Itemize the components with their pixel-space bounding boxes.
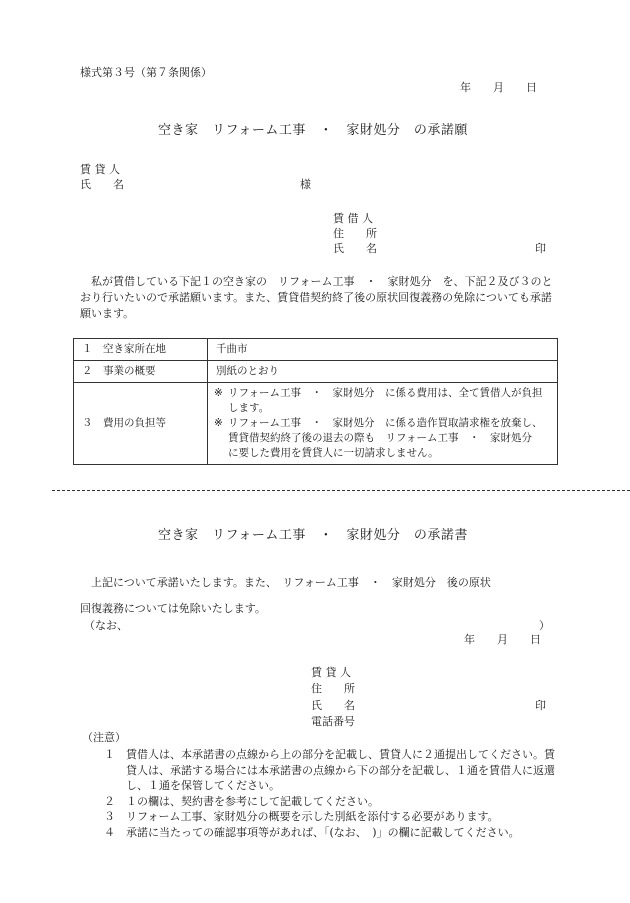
lessor-label: 賃 貸 人: [80, 163, 120, 176]
cost-notes: [208, 383, 558, 465]
note-text: リフォーム工事、家財処分の概要を示した別紙を添付する必要があります。: [126, 810, 499, 823]
approval-date: 年 月 日: [464, 633, 541, 646]
list-item: [104, 809, 556, 825]
note-text: １の欄は、契約書を参考にして記載してください。: [126, 794, 379, 808]
lessee-label: 賃 借 人: [333, 212, 373, 225]
approval-phone-label: 電話番号: [311, 715, 355, 728]
row-value: 千曲市: [208, 339, 558, 361]
note-text: 賃借人は、本承諾書の点線から上の部分を記載し、賃貸人に２通提出してください。賃貸人は、承諾する場合には本承諾書の点線から下の部分を記載し、１通を賃借人に返還し、１通を保管してください。: [126, 748, 555, 792]
notes-heading: （注意）: [82, 731, 126, 744]
lessor-name-label: 氏 名: [80, 178, 124, 191]
table-row: [74, 361, 558, 383]
row-label: ２ 事業の概要: [74, 361, 208, 383]
request-title: 空き家 リフォーム工事 ・ 家財処分 の承諾願: [158, 123, 468, 138]
nao-close: ）: [539, 619, 550, 632]
approval-seal-mark: 印: [535, 699, 546, 712]
honorific: 様: [300, 178, 311, 191]
lessee-address-label: 住 所: [333, 227, 377, 240]
note-number: ４: [104, 825, 115, 839]
notes-list: [104, 747, 556, 840]
note-number: ２: [104, 794, 115, 808]
form-number: 様式第３号（第７条関係）: [80, 66, 212, 79]
list-item: [104, 794, 556, 810]
nao-open: （なお、: [84, 619, 128, 632]
note-mark: ※: [214, 417, 223, 429]
approval-name-label: 氏 名: [311, 699, 355, 712]
details-table: [73, 338, 558, 465]
lessee-name-label: 氏 名: [333, 242, 377, 255]
approval-address-label: 住 所: [311, 682, 355, 695]
note-text: 承諾に当たっての確認事項等があれば、「(なお、 )」の欄に記載してください。: [126, 825, 520, 839]
approval-lessor-label: 賃 貸 人: [311, 666, 351, 679]
request-date: 年 月 日: [460, 81, 537, 94]
table-row: [74, 383, 558, 465]
cost-note: [214, 386, 551, 416]
note-text: リフォーム工事 ・ 家財処分 に係る費用は、全て賃借人が負担します。: [228, 387, 543, 414]
request-body: 私が賃借している下記１の空き家の リフォーム工事 ・ 家財処分 を、下記２及び３のとおり行いたいので承諾願います。また、賃貸借契約終了後の原状回復義務の免除についても承諾願います。: [80, 275, 553, 320]
approval-line-1: 上記について承諾いたします。また、 リフォーム工事 ・ 家財処分 後の原状: [80, 576, 491, 589]
note-number: １: [104, 748, 115, 761]
cost-note: [214, 416, 551, 461]
table-row: [74, 339, 558, 361]
cut-line: [52, 490, 630, 491]
list-item: [104, 747, 556, 794]
row-value: 別紙のとおり: [208, 361, 558, 383]
seal-mark: 印: [535, 242, 546, 255]
note-text: リフォーム工事 ・ 家財処分 に係る造作買取請求権を放棄し、賃貸借契約終了後の退去の際も リフォーム工事 ・ 家財処分 に要した費用を賃貸人に一切請求しません。: [228, 417, 543, 459]
approval-line-2: 回復義務については免除いたします。: [80, 602, 266, 615]
row-label: １ 空き家所在地: [74, 339, 208, 361]
note-number: ３: [104, 810, 115, 823]
note-mark: ※: [214, 387, 223, 399]
approval-title: 空き家 リフォーム工事 ・ 家財処分 の承諾書: [158, 528, 468, 543]
list-item: [104, 825, 556, 841]
row-label: ３ 費用の負担等: [74, 383, 208, 465]
